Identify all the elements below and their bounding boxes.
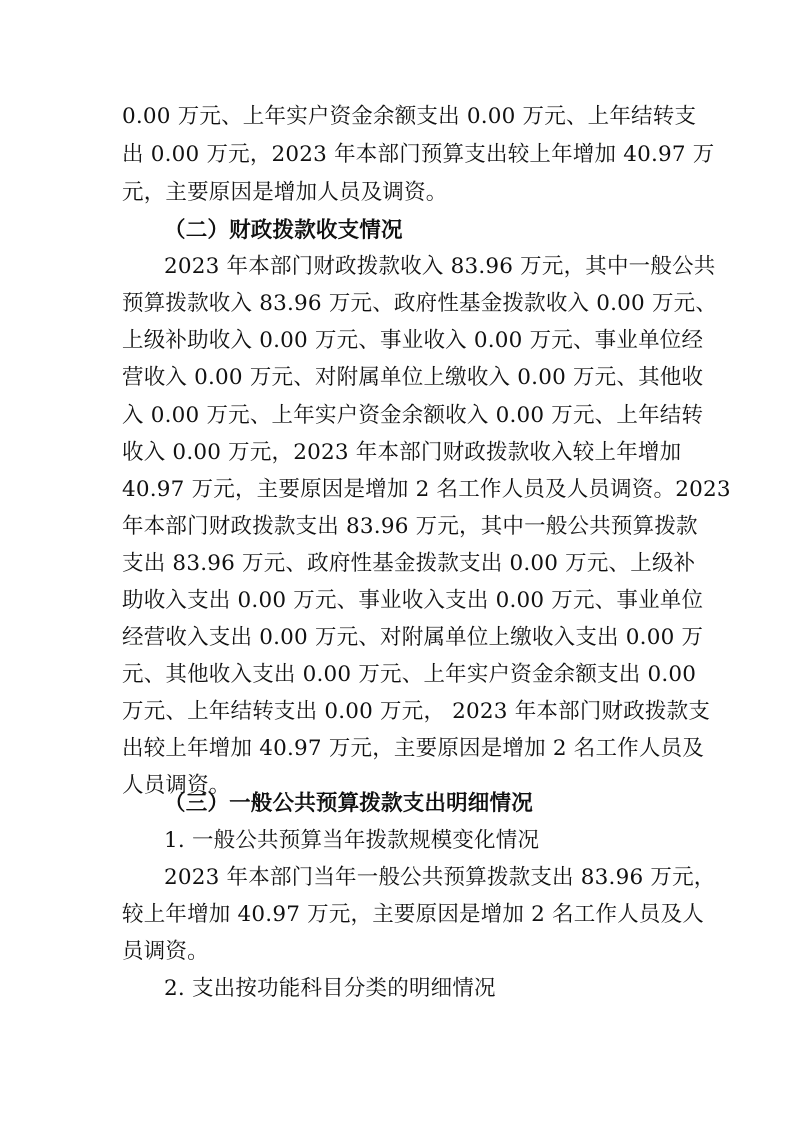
text-line: 40.97 万元，主要原因是增加 2 名工作人员及人员调资。2023 <box>122 477 731 502</box>
section-heading: （三）一般公共预算拨款支出明细情况 <box>164 791 533 816</box>
text-line: 人员调资。 <box>122 773 231 798</box>
text-line: 2023 年本部门财政拨款收入 83.96 万元，其中一般公共 <box>164 254 716 279</box>
text-line: 元，主要原因是增加人员及调资。 <box>122 180 448 205</box>
text-line: 万元、上年结转支出 0.00 万元， 2023 年本部门财政拨款支 <box>122 699 711 724</box>
text-line: 出 0.00 万元，2023 年本部门预算支出较上年增加 40.97 万 <box>122 142 715 167</box>
text-line: 较上年增加 40.97 万元，主要原因是增加 2 名工作人员及人 <box>122 902 704 927</box>
text-line: 年本部门财政拨款支出 83.96 万元，其中一般公共预算拨款 <box>122 514 698 539</box>
text-line: 0.00 万元、上年实户资金余额支出 0.00 万元、上年结转支 <box>122 104 697 129</box>
text-line: 员调资。 <box>122 939 209 964</box>
text-line: 预算拨款收入 83.96 万元、政府性基金拨款收入 0.00 万元、 <box>122 291 718 316</box>
text-line: 助收入支出 0.00 万元、事业收入支出 0.00 万元、事业单位 <box>122 588 704 613</box>
text-line: 收入 0.00 万元，2023 年本部门财政拨款收入较上年增加 <box>122 440 682 465</box>
text-line: 经营收入支出 0.00 万元、对附属单位上缴收入支出 0.00 万 <box>122 625 704 650</box>
text-line: 营收入 0.00 万元、对附属单位上缴收入 0.00 万元、其他收 <box>122 365 704 390</box>
subsection-heading: 2. 支出按功能科目分类的明细情况 <box>164 976 496 1001</box>
text-line: 元、其他收入支出 0.00 万元、上年实户资金余额支出 0.00 <box>122 662 697 687</box>
text-line: 2023 年本部门当年一般公共预算拨款支出 83.96 万元， <box>164 865 716 890</box>
text-line: 支出 83.96 万元、政府性基金拨款支出 0.00 万元、上级补 <box>122 551 696 576</box>
subsection-heading: 1. 一般公共预算当年拨款规模变化情况 <box>164 828 540 853</box>
text-line: 出较上年增加 40.97 万元，主要原因是增加 2 名工作人员及 <box>122 736 704 761</box>
text-line: 入 0.00 万元、上年实户资金余额收入 0.00 万元、上年结转 <box>122 403 704 428</box>
text-line: 上级补助收入 0.00 万元、事业收入 0.00 万元、事业单位经 <box>122 328 704 353</box>
section-heading: （二）财政拨款收支情况 <box>164 218 403 243</box>
